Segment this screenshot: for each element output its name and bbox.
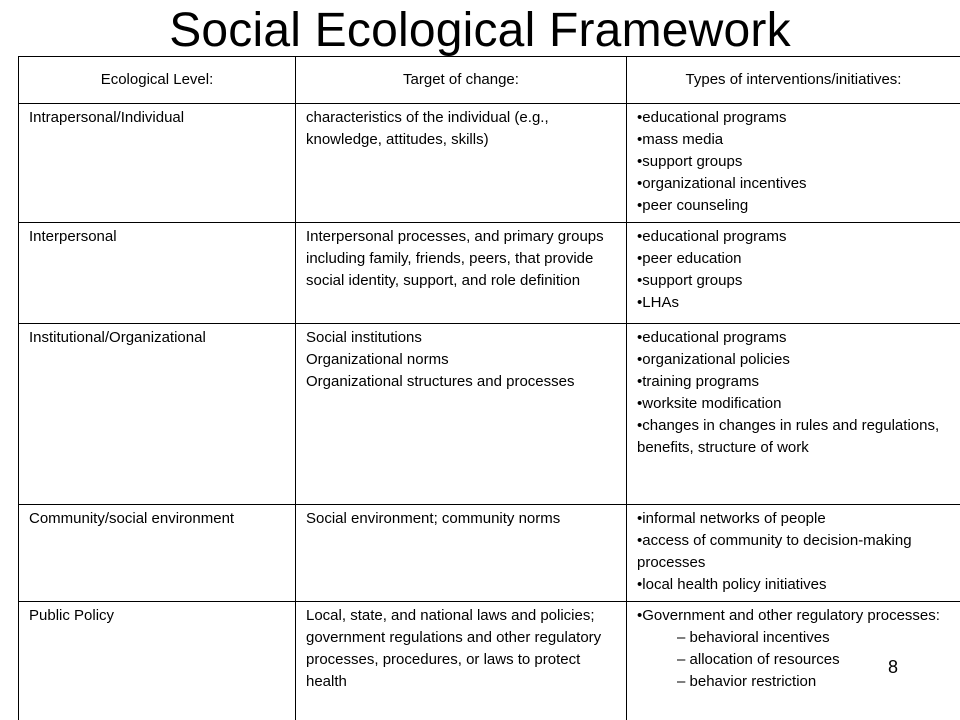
target-line: Social institutions <box>306 329 422 346</box>
table-row <box>19 104 960 223</box>
table-row <box>19 505 960 602</box>
intervention-item: • peer counseling <box>637 195 954 217</box>
page-title: Social Ecological Framework <box>169 4 791 57</box>
sub-intervention-item: – allocation of resources <box>637 649 954 671</box>
table-row <box>19 602 960 720</box>
interventions-cell <box>627 324 960 505</box>
target-line: Social environment; community norms <box>306 510 561 527</box>
target-cell <box>296 505 627 602</box>
level-cell: Public Policy <box>19 602 296 720</box>
interventions-cell <box>627 505 960 602</box>
target-cell <box>296 602 627 720</box>
target-cell <box>296 324 627 505</box>
intervention-item: • mass media <box>637 129 954 151</box>
level-cell: Community/social environment <box>19 505 296 602</box>
header-target-of-change: Target of change: <box>296 57 627 104</box>
intervention-item: • Government and other regulatory processes: <box>637 605 954 627</box>
interventions-cell <box>627 104 960 223</box>
target-cell <box>296 104 627 223</box>
intervention-item: • changes in changes in rules and regulations, benefits, structure of work <box>637 415 954 459</box>
intervention-item: • peer education <box>637 248 954 270</box>
table-row <box>19 223 960 324</box>
table-header-row <box>19 57 960 104</box>
intervention-item: • support groups <box>637 270 954 292</box>
intervention-item: • LHAs <box>637 292 954 314</box>
header-ecological-level: Ecological Level: <box>19 57 296 104</box>
intervention-item: • local health policy initiatives <box>637 574 954 596</box>
intervention-item: • educational programs <box>637 226 954 248</box>
intervention-item: • support groups <box>637 151 954 173</box>
target-cell <box>296 223 627 324</box>
intervention-item: • informal networks of people <box>637 508 954 530</box>
level-cell: Intrapersonal/Individual <box>19 104 296 223</box>
intervention-item: • educational programs <box>637 107 954 129</box>
intervention-item: • worksite modification <box>637 393 954 415</box>
intervention-item: • training programs <box>637 371 954 393</box>
level-cell: Institutional/Organizational <box>19 324 296 505</box>
target-line: Interpersonal processes, and primary groups including family, friends, peers, that provide social identity, support, and role definition <box>306 228 604 289</box>
level-cell: Interpersonal <box>19 223 296 324</box>
intervention-item: • access of community to decision-making processes <box>637 530 954 574</box>
target-line: Organizational structures and processes <box>306 373 575 390</box>
intervention-item: • organizational policies <box>637 349 954 371</box>
interventions-cell <box>627 602 960 720</box>
table-row <box>19 324 960 505</box>
sub-intervention-item: – behavioral incentives <box>637 627 954 649</box>
header-interventions: Types of interventions/initiatives: <box>627 57 960 104</box>
sub-intervention-item: – behavior restriction <box>637 671 954 693</box>
target-line: characteristics of the individual (e.g., knowledge, attitudes, skills) <box>306 109 549 148</box>
target-line: Local, state, and national laws and policies; government regulations and other regulatory processes, procedures, or laws to protect health <box>306 607 602 690</box>
intervention-item: • organizational incentives <box>637 173 954 195</box>
target-line: Organizational norms <box>306 351 449 368</box>
intervention-item: • educational programs <box>637 327 954 349</box>
page-number: 8 <box>888 657 899 677</box>
interventions-cell <box>627 223 960 324</box>
framework-table <box>18 56 960 720</box>
